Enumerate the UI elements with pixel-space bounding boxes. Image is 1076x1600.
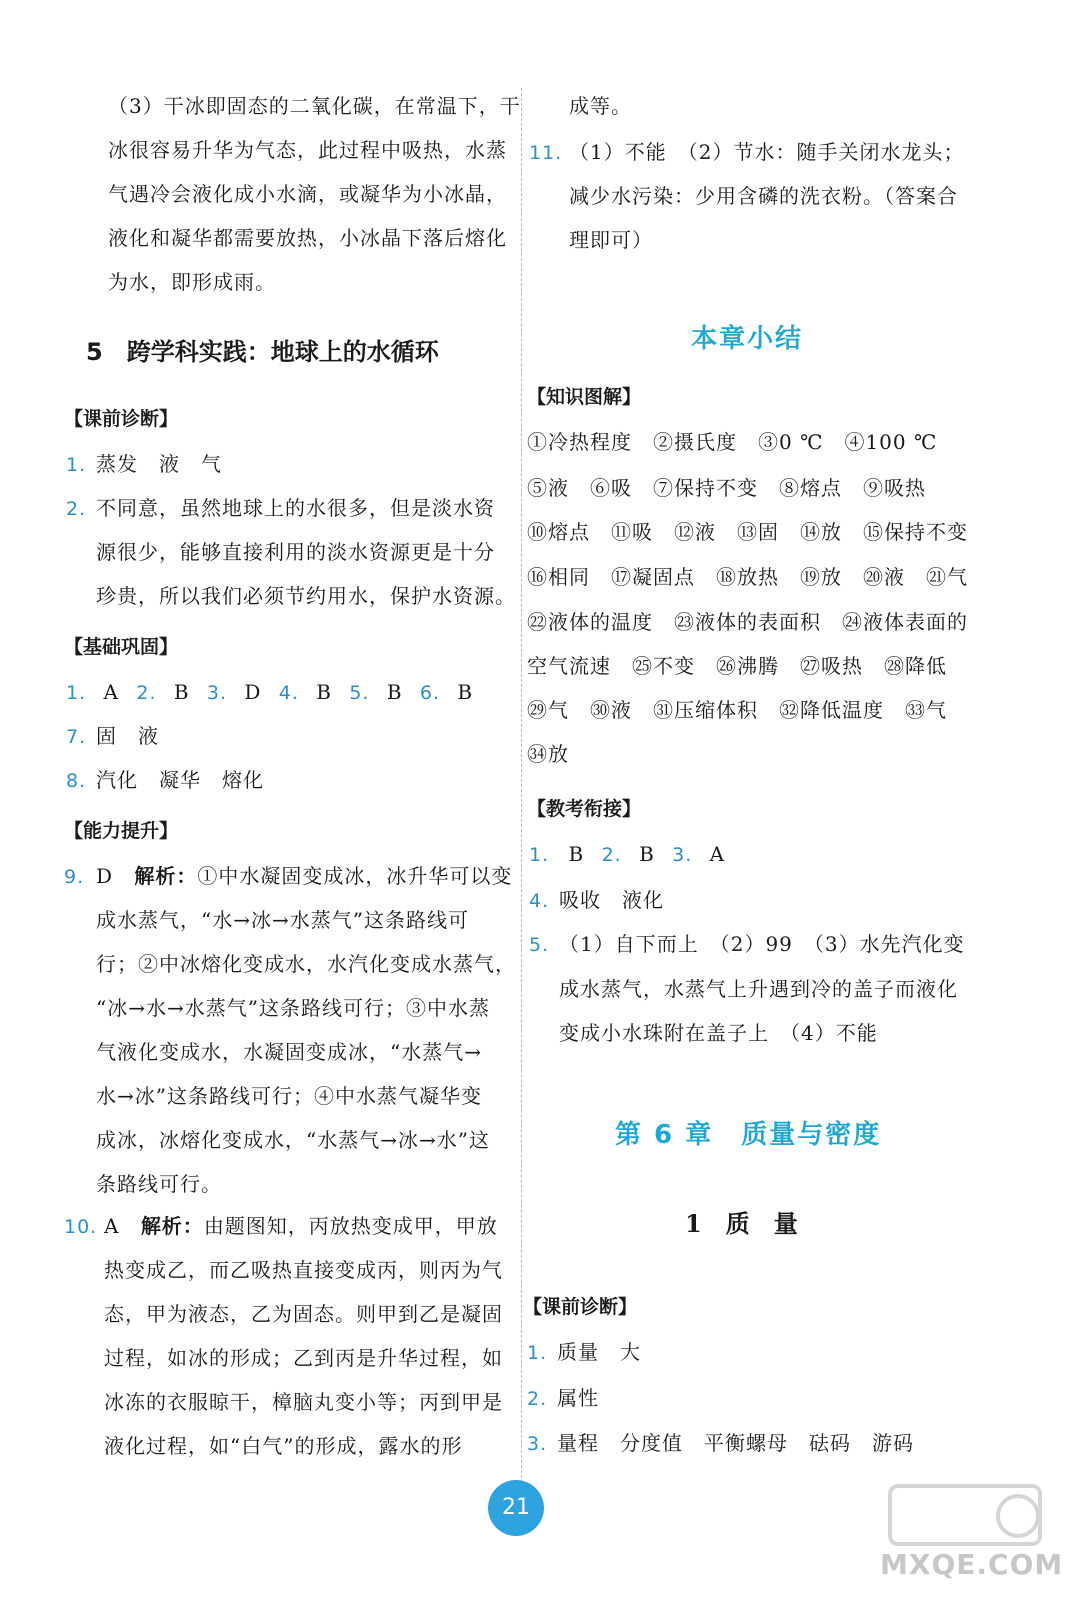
knowledge-line: ⑤液 ⑥吸 ⑦保持不变 ⑧熔点 ⑨吸热 — [527, 476, 926, 500]
question-number: 6. — [419, 682, 441, 704]
analysis-text: 由题图知，丙放热变成甲，甲放 — [203, 1214, 498, 1238]
question-number: 9. — [64, 866, 85, 888]
knowledge-line: ⑯相同 ⑰凝固点 ⑱放热 ⑲放 ⑳液 ㉑气 — [527, 565, 968, 589]
answer-text: 固 液 — [96, 724, 159, 748]
list-item — [66, 496, 86, 521]
answer-line: 水→冰”这条路线可行；④中水蒸气凝华变 — [96, 1084, 482, 1108]
answer-text: 蒸发 液 气 — [96, 452, 222, 476]
page-number: 21 — [488, 1480, 544, 1536]
question-number: 7. — [66, 726, 87, 748]
answer-text: 属性 — [557, 1386, 599, 1410]
basic-heading: 【基础巩固】 — [64, 636, 179, 658]
question-number: 3. — [672, 844, 693, 866]
question-number: 1. — [66, 682, 87, 704]
question-number: 3. — [527, 1433, 548, 1455]
answer-line: （1）自下而上 （2）99 （3）水先汽化变 — [559, 932, 965, 956]
knowledge-line: 空气流速 ㉕不变 ㉖沸腾 ㉗吸热 ㉘降低 — [527, 654, 947, 678]
answer-line: 源很少，能够直接利用的淡水资源更是十分 — [96, 540, 495, 564]
knowledge-heading: 【知识图解】 — [527, 386, 642, 408]
question-number: 3. — [206, 682, 228, 704]
list-item — [527, 1340, 547, 1365]
answer-line: 态，甲为液态，乙为固态。则甲到乙是凝固 — [104, 1302, 503, 1326]
answer-line: 条路线可行。 — [96, 1172, 222, 1196]
answer-line: （1）不能 （2）节水：随手关闭水龙头； — [569, 140, 965, 164]
answer-line: “冰→水→水蒸气”这条路线可行；③中水蒸 — [96, 996, 490, 1020]
intro-line: 冰很容易升华为气态，此过程中吸热，水蒸 — [108, 138, 507, 162]
answer: B — [173, 680, 190, 704]
list-item — [66, 452, 86, 477]
knowledge-line: ㉙气 ㉚液 ㉛压缩体积 ㉜降低温度 ㉝气 — [527, 698, 947, 722]
knowledge-line: ①冷热程度 ②摄氏度 ③0 ℃ ④100 ℃ — [527, 430, 938, 454]
pre-diagnosis-heading: 【课前诊断】 — [523, 1296, 638, 1318]
intro-line: 气遇冷会液化成小水滴，或凝华为小冰晶， — [108, 182, 507, 206]
answer-line: 减少水污染：少用含磷的洗衣粉。（答案合 — [569, 184, 958, 208]
answer-line: 珍贵，所以我们必须节约用水，保护水资源。 — [96, 584, 516, 608]
list-item — [529, 140, 562, 165]
section-1-title: 1 质 量 — [685, 1209, 798, 1238]
answer-line: 变成小水珠附在盖子上 （4）不能 — [559, 1021, 878, 1045]
intro-line: 为水，即形成雨。 — [108, 270, 276, 294]
list-item — [527, 1386, 547, 1411]
answer: A — [103, 680, 119, 704]
question-number: 2. — [601, 844, 622, 866]
answer-line: 液化过程，如“白气”的形成，露水的形 — [104, 1434, 463, 1458]
question-number: 1. — [527, 1342, 548, 1364]
question-number: 10. — [64, 1216, 98, 1238]
analysis-text: ①中水凝固变成冰，冰升华可以变 — [197, 864, 513, 888]
pre-diagnosis-heading: 【课前诊断】 — [64, 408, 179, 430]
chapter-6-title: 第 6 章 质量与密度 — [615, 1120, 882, 1150]
answer-text: 汽化 凝华 熔化 — [96, 768, 264, 792]
question-number: 1. — [66, 454, 87, 476]
mc-answers-row — [529, 842, 725, 867]
exam-heading: 【教考衔接】 — [527, 798, 642, 820]
answer: B — [568, 842, 585, 866]
list-item — [529, 888, 549, 913]
answer: A — [104, 1214, 120, 1238]
question-number: 1. — [529, 844, 550, 866]
list-item — [529, 932, 549, 957]
answer-line: 成冰，冰熔化变成水，“水蒸气→冰→水”这 — [96, 1128, 490, 1152]
question-number: 8. — [66, 770, 87, 792]
list-item — [66, 724, 86, 749]
question-number: 4. — [529, 890, 550, 912]
answer-line: 理即可） — [569, 228, 653, 252]
column-divider — [521, 88, 522, 1498]
analysis-label: 解析： — [134, 864, 198, 888]
answer: B — [457, 680, 474, 704]
question-number: 2. — [527, 1388, 548, 1410]
answer: D — [96, 864, 114, 888]
section-5-title: 5 跨学科实践：地球上的水循环 — [86, 338, 439, 366]
answer: B — [386, 680, 403, 704]
analysis-label: 解析： — [140, 1214, 204, 1238]
question-number: 5. — [349, 682, 370, 704]
answer-text: 量程 分度值 平衡螺母 砝码 游码 — [557, 1431, 914, 1455]
knowledge-line: ⑩熔点 ⑪吸 ⑫液 ⑬固 ⑭放 ⑮保持不变 — [527, 520, 968, 544]
answer: B — [639, 842, 655, 866]
list-item — [527, 1431, 547, 1456]
chapter-summary-title: 本章小结 — [691, 324, 804, 354]
intro-line: 液化和凝华都需要放热，小冰晶下落后熔化 — [108, 226, 507, 250]
list-item — [64, 1214, 97, 1239]
answer-line: 行；②中冰熔化变成水，水汽化变成水蒸气， — [96, 952, 516, 976]
list-item — [66, 768, 86, 793]
answer-line: 不同意，虽然地球上的水很多，但是淡水资 — [96, 496, 495, 520]
question-number: 11. — [529, 142, 563, 164]
knowledge-line: ㉞放 — [527, 742, 569, 766]
question-number: 2. — [136, 682, 157, 704]
knowledge-line: ㉒液体的温度 ㉓液体的表面积 ㉔液体表面的 — [527, 610, 968, 634]
answer-line: 冰冻的衣服晾干，樟脑丸变小等；丙到甲是 — [104, 1390, 503, 1414]
question-number: 2. — [66, 498, 87, 520]
list-item — [64, 864, 84, 889]
answer-text: 吸收 液化 — [559, 888, 664, 912]
answer-line: 气液化变成水，水凝固变成冰，“水蒸气→ — [96, 1040, 482, 1064]
answer-line: 热变成乙，而乙吸热直接变成丙，则丙为气 — [104, 1258, 503, 1282]
ability-heading: 【能力提升】 — [64, 820, 179, 842]
mc-answers-row — [66, 680, 473, 705]
answer: B — [316, 680, 332, 704]
question-number: 5. — [529, 934, 550, 956]
answer: D — [244, 680, 262, 704]
answer: A — [709, 842, 726, 866]
answer-line: 过程，如冰的形成；乙到丙是升华过程，如 — [104, 1346, 503, 1370]
answer-line: 成水蒸气，“水→冰→水蒸气”这条路线可 — [96, 908, 469, 932]
answer-text: 质量 大 — [557, 1340, 641, 1364]
answer-line: 成水蒸气，水蒸气上升遇到冷的盖子而液化 — [559, 977, 958, 1001]
continued-line: 成等。 — [569, 94, 632, 118]
watermark-text: MXQE.COM — [880, 1548, 1064, 1581]
answer-line — [104, 1214, 498, 1238]
intro-line: （3）干冰即固态的二氧化碳，在常温下，干 — [108, 94, 521, 118]
answer-line — [96, 864, 512, 888]
question-number: 4. — [278, 682, 299, 704]
